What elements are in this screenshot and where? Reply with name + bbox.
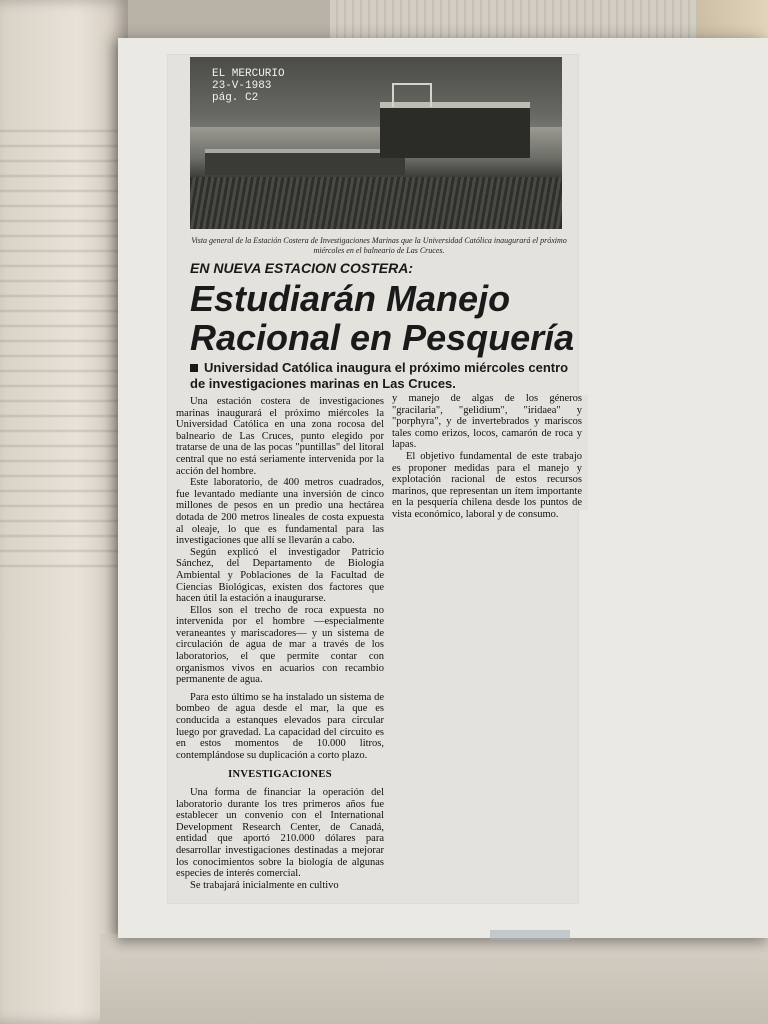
deck [190,360,585,392]
photo-tower [392,83,432,107]
photo-main-building [380,102,530,158]
photo-low-building [205,149,405,175]
deck-text: Universidad Católica inaugura el próximo miércoles centro de investigaciones marinas en Las Cruces. [190,360,569,391]
bottom-paper-stack [100,934,768,1024]
source-date: 23-V-1983 [212,80,272,92]
paragraph: Para esto último se ha instalado un sistema de bombeo de agua desde el mar, la que es conducida a estanques elevados para circular luego por gravedad. La capacidad del circuito es en estos momentos de 10.000 litros, contemplándose su duplicación a corto plazo. [176,691,384,761]
article-column-1 [176,396,384,891]
kicker: EN NUEVA ESTACION COSTERA: [190,260,413,276]
page-tab-mark [490,930,570,940]
paragraph: Una estación costera de investigaciones marinas inaugurará el próximo miércoles la Universidad Católica en una zona rocosa del balneario de Las Cruces, punto elegido por tratarse de una de las pocas "puntillas" del litoral central que no está seriamente intervenida por la acción del hombre. [176,396,384,477]
paragraph: y manejo de algas de los géneros "gracilaria", "gelidium", "iridaea" y "porphyra", y de invertebrados y mariscos tales como erizos, locos, camarón de roca y lapas. [392,393,582,451]
source-name: EL MERCURIO [212,68,285,80]
section-subhead: INVESTIGACIONES [228,769,332,781]
paragraph: El objetivo fundamental de este trabajo es proponer medidas para el manejo y explotación racional de estos recursos marinos, que representan un ítem importante en la pesquería chilena desde los puntos de vista económico, laboral y de consumo. [392,450,582,520]
headline-line-2: Racional en Pesquería [190,317,575,358]
source-page: pág. C2 [212,92,259,104]
article-column-2 [392,393,582,521]
paragraph: Este laboratorio, de 400 metros cuadrados, fue levantado mediante una inversión de cinco millones de pesos en un predio una hectárea dotada de 200 metros lineales de costa expuesta al oleaje, lo que es fundamental para las investigaciones que allí se llevarán a cabo. [176,477,384,547]
typed-source-note [212,68,285,104]
square-bullet-icon [190,364,198,372]
headline-line-1: Estudiarán Manejo [190,278,511,319]
left-binder-page [0,0,128,1024]
paragraph: Ellos son el trecho de roca expuesta no intervenida por el hombre —especialmente veraneantes y mariscadores— y un sistema de circulación de agua de mar a través de los laboratorios, el que permite contar con organismos vivos en acuarios con recambio permanente de agua. [176,604,384,686]
paragraph: Según explicó el investigador Patricio Sánchez, del Departamento de Biología Ambiental y Poblaciones de la Facultad de Ciencias Biológicas, existen dos factores que hacen útil la estación a inaugurarse. [176,546,384,605]
headline [190,279,580,357]
photo-rocky-ground [190,177,562,229]
paragraph: Una forma de financiar la operación del laboratorio durante los tres primeros años fue establecer un convenio con el International Development Research Center, de Canadá, entidad que aportó 210.000 dólares para desarrollar investigaciones destinadas a mejorar los conocimientos sobre la biología de algunas especies de interés comercial. [176,787,384,880]
left-page-faded-text [0,120,120,580]
paragraph: Se trabajará inicialmente en cultivo [190,879,339,891]
photo-caption: Vista general de la Estación Costera de Investigaciones Marinas que la Universidad Católica inaugurará el próximo miércoles en el balneario de Las Cruces. [191,236,567,255]
